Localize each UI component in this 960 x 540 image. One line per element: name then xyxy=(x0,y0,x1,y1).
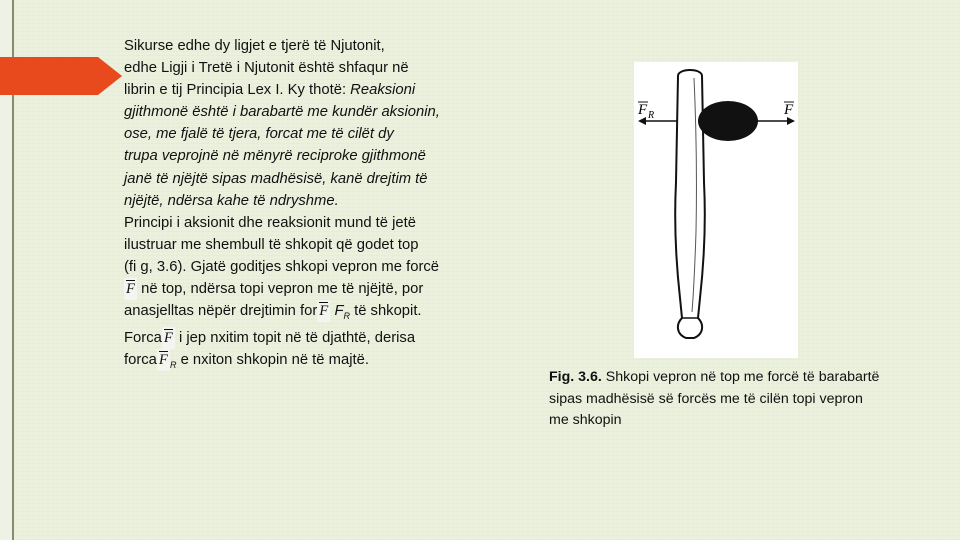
accent-ribbon xyxy=(0,57,122,95)
force-vector-symbol: F xyxy=(162,327,175,349)
body-line: (fi g, 3.6). Gjatë goditjes shkopi vepron me forcë xyxy=(124,258,439,275)
force-f-label: F xyxy=(784,102,794,118)
body-line-italic: gjithmonë është i barabartë me kundër aksionin, xyxy=(124,104,440,121)
body-line xyxy=(124,300,516,327)
body-line xyxy=(124,79,516,101)
body-line-italic: janë të njëjtë sipas madhësisë, kanë drejtim të xyxy=(124,170,428,187)
bat-shape xyxy=(675,70,705,338)
caption-text: Shkopi vepron në top me forcë të barabartë xyxy=(601,369,880,385)
body-line-text: në top, ndërsa topi vepron me të njëjtë, por xyxy=(137,281,424,298)
body-line xyxy=(124,327,516,349)
caption-figure-number: Fig. 3.6. xyxy=(549,369,602,385)
bat-ball-illustration xyxy=(634,62,798,358)
force-symbol: F xyxy=(330,303,344,320)
body-line-text: të shkopit. xyxy=(349,303,422,320)
body-line-italic: trupa veprojnë në mënyrë reciproke gjithmonë xyxy=(124,148,426,165)
body-line: edhe Ligji i Tretë i Njutonit është shfaqur në xyxy=(124,60,409,77)
body-line-text: forca xyxy=(124,352,157,369)
body-line-text: i jep nxitim topit në të djathtë, derisa xyxy=(174,330,416,347)
force-subscript: R xyxy=(343,311,350,322)
force-fr-label: F xyxy=(638,102,648,118)
body-line: Principi i aksionit dhe reaksionit mund të jetë xyxy=(124,214,416,231)
body-line xyxy=(124,278,516,300)
force-fr-arrowhead xyxy=(638,117,646,125)
body-line-italic: njëjtë, ndërsa kahe të ndryshme. xyxy=(124,192,339,209)
body-line-text: e nxiton shkopin në të majtë. xyxy=(176,352,369,369)
body-line-text: Forca xyxy=(124,330,162,347)
force-subscript: R xyxy=(169,360,177,371)
body-text xyxy=(124,35,516,376)
force-vector-symbol: F xyxy=(124,278,137,300)
force-vector-symbol: F xyxy=(317,300,330,322)
body-line-plain: librin e tij Principia Lex I. Ky thotë: xyxy=(124,82,351,99)
body-line xyxy=(124,349,516,376)
caption-line: sipas madhësisë së forcës me të cilën topi vepron xyxy=(549,390,863,407)
body-line: Sikurse edhe dy ligjet e tjerë të Njutonit, xyxy=(124,38,385,54)
force-fr-subscript: R xyxy=(648,110,655,121)
body-line: ilustruar me shembull të shkopit që godet top xyxy=(124,236,419,253)
caption-line xyxy=(549,367,960,389)
caption-line: me shkopin xyxy=(549,412,622,428)
body-line-italic: Reaksioni xyxy=(350,82,416,99)
bat-ball-figure xyxy=(634,62,798,358)
force-vector-symbol: F xyxy=(157,349,170,371)
figure-caption xyxy=(549,367,960,432)
ball-shape xyxy=(698,101,758,141)
body-line-italic: ose, me fjalë të tjera, forcat me të cilët dy xyxy=(124,126,394,143)
body-line-text: anasjelltas nëpër drejtimin for xyxy=(124,303,318,320)
force-f-arrowhead xyxy=(787,117,795,125)
